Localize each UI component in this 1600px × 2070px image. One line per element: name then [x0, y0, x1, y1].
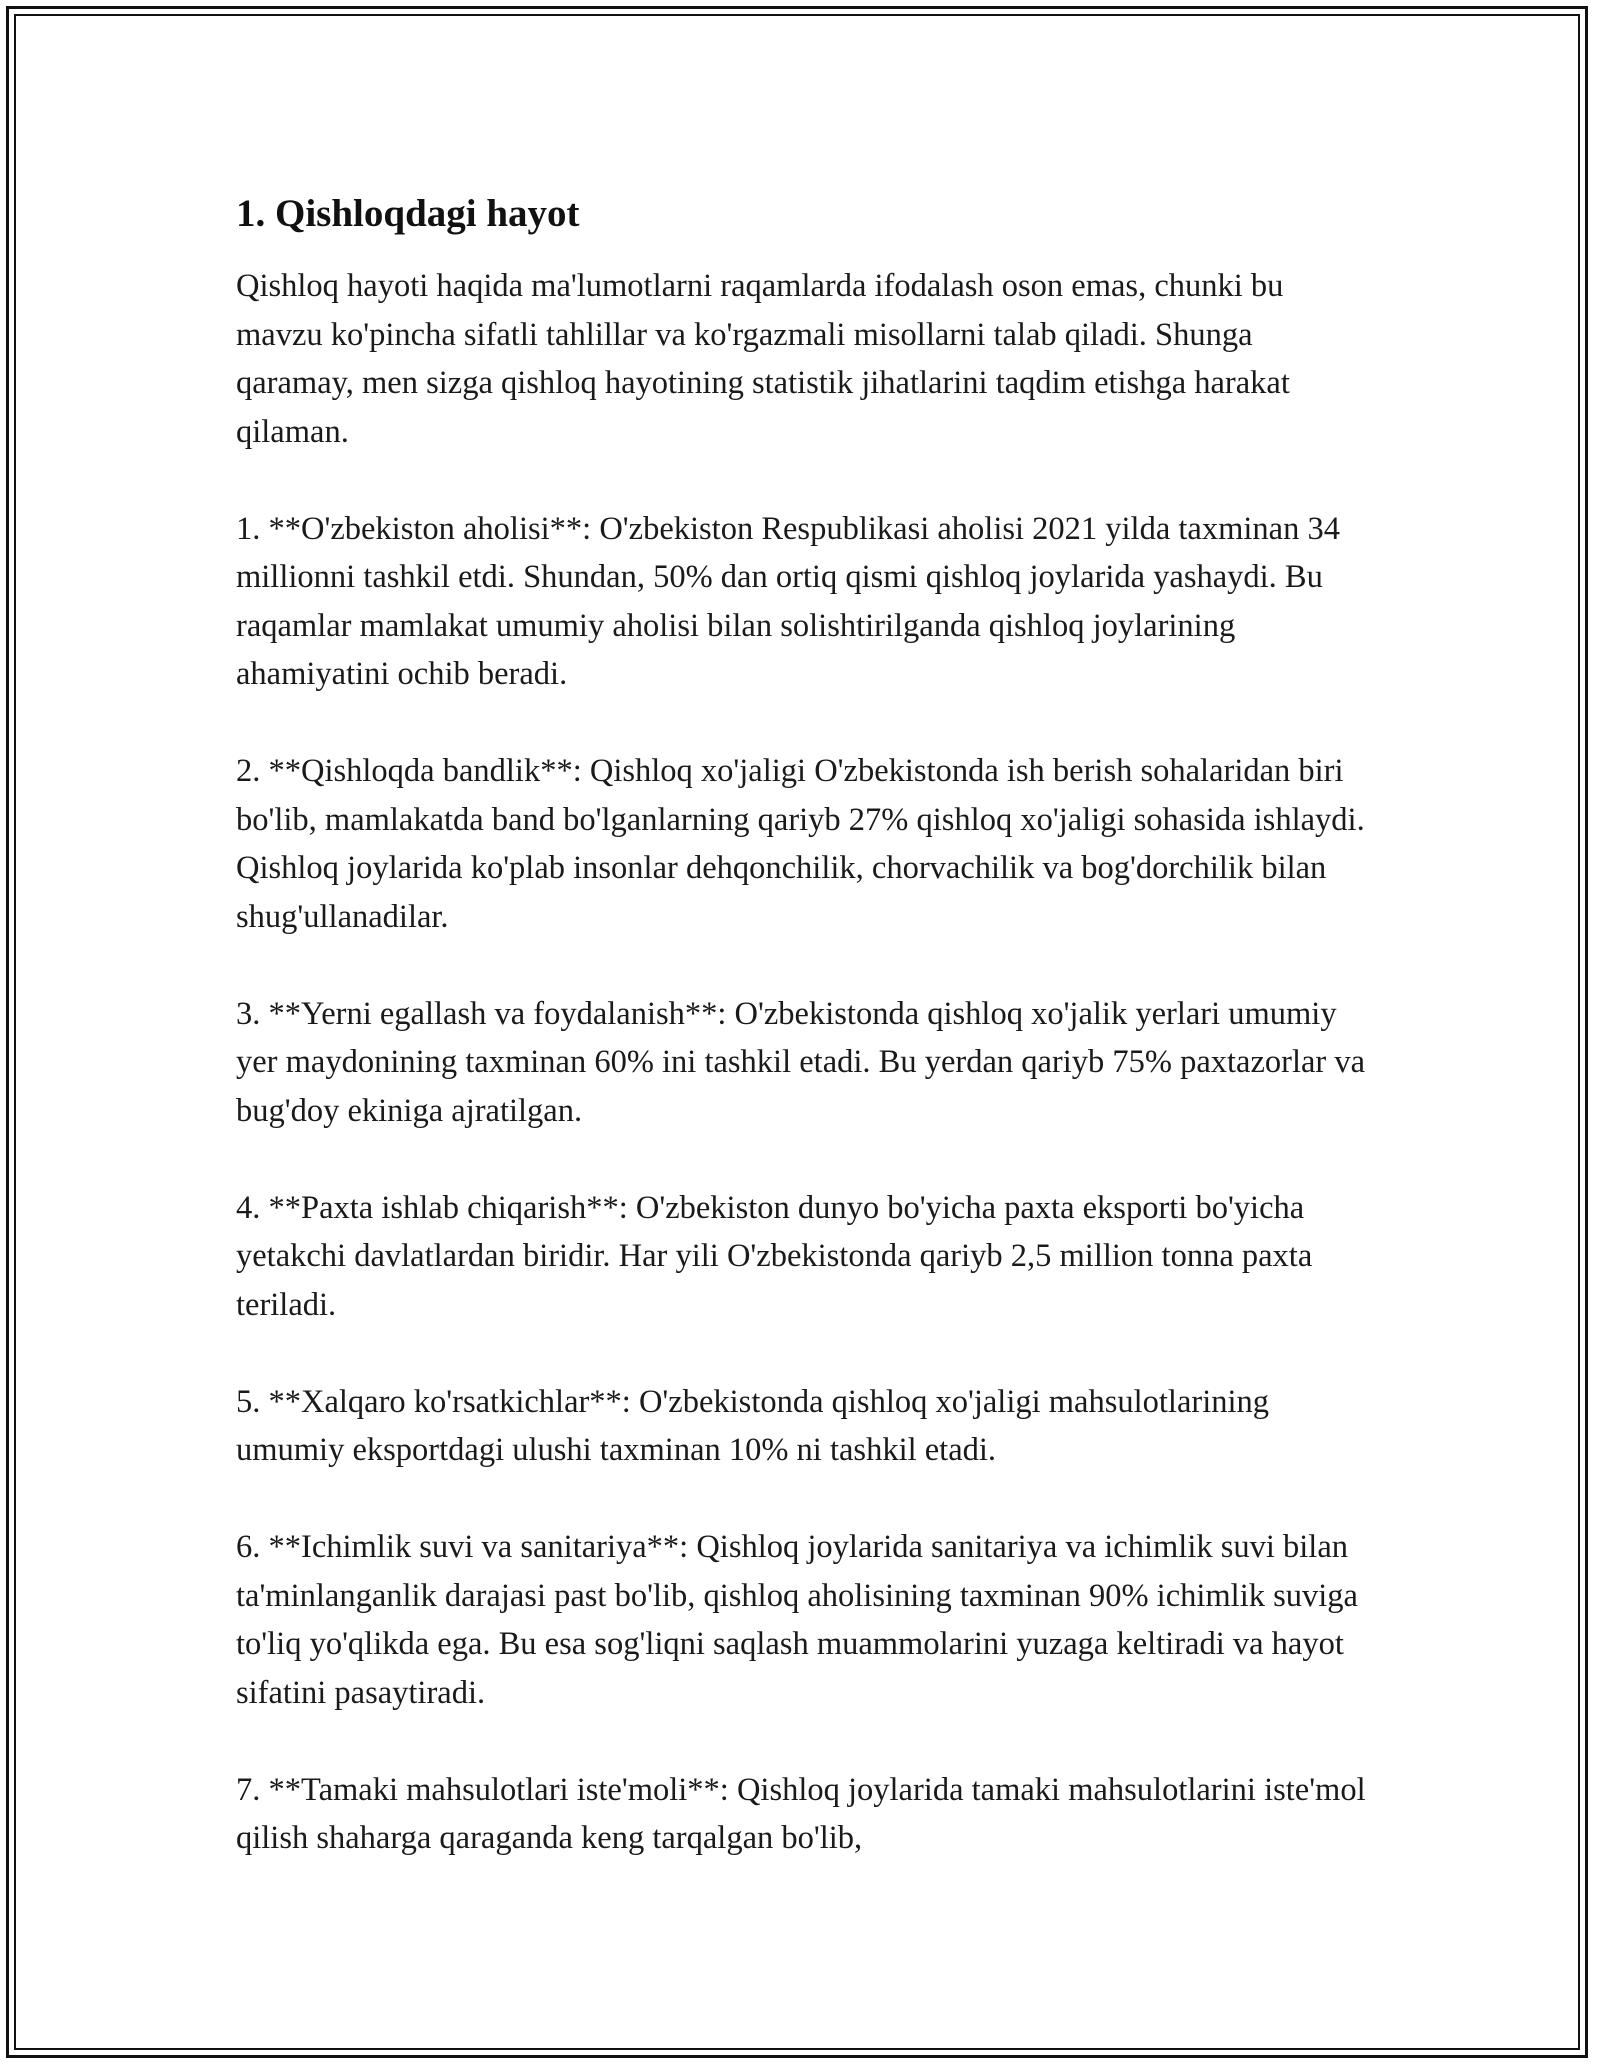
document-body — [236, 184, 1366, 1911]
list-item-cotton-production: 4. **Paxta ishlab chiqarish**: O'zbekiston dunyo bo'yicha paxta eksporti bo'yicha yetakchi davlatlardan biridir. Har yili O'zbekistonda qariyb 2,5 million tonna paxta teriladi. — [236, 1189, 1313, 1323]
list-item-international-indicators: 5. **Xalqaro ko'rsatkichlar**: O'zbekistonda qishloq xo'jaligi mahsulotlarining umumiy eksportdagi ulushi taxminan 10% ni tashkil etadi. — [236, 1383, 1270, 1468]
list-item-water-sanitation: 6. **Ichimlik suvi va sanitariya**: Qishloq joylarida sanitariya va ichimlik suvi bilan ta'minlanganlik darajasi past bo'lib, qishloq aholisining taxminan 90% ichimlik suviga to'liq yo'qlikda ega. Bu esa sog'liqni saqlash muammolarini yuzaga keltiradi va hayot sifatini pasaytiradi. — [236, 1529, 1358, 1711]
list-item-employment: 2. **Qishloqda bandlik**: Qishloq xo'jaligi O'zbekistonda ish berish sohalaridan biri bo'lib, mamlakatda band bo'lganlarning qariyb 27% qishloq xo'jaligi sohasida ishlaydi. Qishloq joylarida ko'plab insonlar dehqonchilik, chorvachilik va bog'dorchilik bilan shug'ullanadilar. — [236, 753, 1365, 935]
list-item-tobacco-consumption: 7. **Tamaki mahsulotlari iste'moli**: Qishloq joylarida tamaki mahsulotlarini iste'mol qilish shaharga qaraganda keng tarqalgan bo'lib, — [236, 1771, 1366, 1856]
intro-paragraph: Qishloq hayoti haqida ma'lumotlarni raqamlarda ifodalash oson emas, chunki bu mavzu ko'pincha sifatli tahlillar va ko'rgazmali misollarni talab qiladi. Shunga qaramay, men sizga qishloq hayotining statistik jihatlarini taqdim etishga harakat qilaman. — [236, 268, 1290, 450]
section-title: 1. Qishloqdagi hayot — [236, 192, 580, 235]
list-item-land-use: 3. **Yerni egallash va foydalanish**: O'zbekistonda qishloq xo'jalik yerlari umumiy yer maydonining taxminan 60% ini tashkil etadi. Bu yerdan qariyb 75% paxtazorlar va bug'doy ekiniga ajratilgan. — [236, 995, 1366, 1129]
list-item-population: 1. **O'zbekiston aholisi**: O'zbekiston Respublikasi aholisi 2021 yilda taxminan 34 millionni tashkil etdi. Shundan, 50% dan ortiq qismi qishloq joylarida yashaydi. Bu raqamlar mamlakat umumiy aholisi bilan solishtirilganda qishloq joylarining ahamiyatini ochib beradi. — [236, 510, 1340, 692]
